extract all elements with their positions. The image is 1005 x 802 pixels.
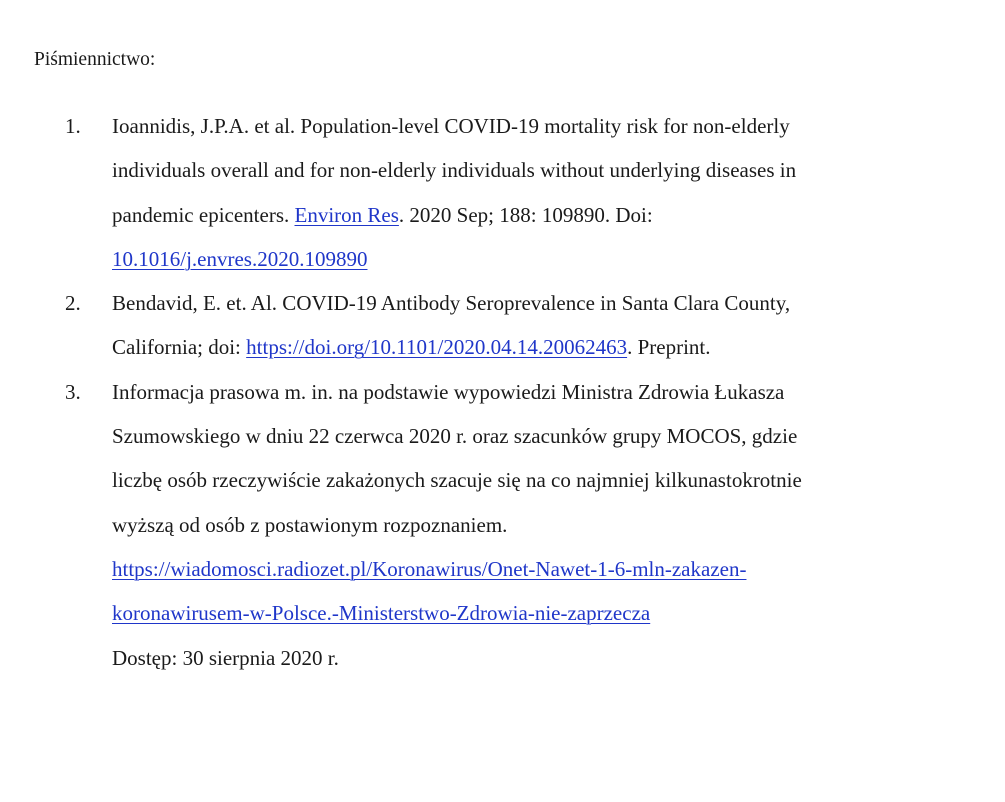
journal-link[interactable]: Environ Res — [294, 202, 399, 227]
reference-line — [112, 591, 1005, 635]
reference-line — [112, 547, 1005, 591]
reference-text: California; doi: — [112, 335, 247, 360]
reference-line: Bendavid, E. et. Al. COVID-19 Antibody Seroprevalence in Santa Clara County, — [112, 291, 791, 316]
reference-number: 2. — [65, 291, 81, 316]
reference-line — [112, 237, 1005, 281]
reference-text: . 2020 Sep; 188: 109890. Doi: — [398, 202, 653, 227]
reference-line: wyższą od osób z postawionym rozpoznaniem. — [112, 512, 508, 537]
reference-line: individuals overall and for non-elderly individuals without underlying diseases in — [112, 158, 797, 183]
doi-link[interactable]: https://doi.org/10.1101/2020.04.14.20062463 — [246, 335, 628, 360]
reference-item-1 — [0, 104, 1005, 281]
reference-item-3 — [0, 370, 1005, 680]
reference-text: pandemic epicenters. — [112, 202, 295, 227]
reference-item-2 — [0, 281, 1005, 370]
reference-line — [112, 193, 1005, 237]
doi-link[interactable]: 10.1016/j.envres.2020.109890 — [112, 246, 368, 271]
reference-number: 3. — [65, 379, 81, 404]
article-url-link[interactable]: https://wiadomosci.radiozet.pl/Koronawirus/Onet-Nawet-1-6-mln-zakazen- — [112, 556, 747, 581]
reference-list — [0, 104, 1005, 680]
access-date: Dostęp: 30 sierpnia 2020 r. — [112, 645, 339, 670]
reference-line — [112, 325, 1005, 369]
reference-line: Ioannidis, J.P.A. et al. Population-level COVID-19 mortality risk for non-elderly — [112, 114, 790, 138]
bibliography-heading: Piśmiennictwo: — [34, 49, 156, 70]
reference-line: liczbę osób rzeczywiście zakażonych szacuje się na co najmniej kilkunastokrotnie — [112, 468, 802, 493]
reference-line: Informacja prasowa m. in. na podstawie wypowiedzi Ministra Zdrowia Łukasza — [112, 379, 785, 404]
reference-text: . Preprint. — [627, 335, 711, 360]
reference-number: 1. — [65, 114, 81, 138]
article-url-link-continued[interactable]: koronawirusem-w-Polsce.-Ministerstwo-Zdrowia-nie-zaprzecza — [112, 601, 651, 626]
reference-line: Szumowskiego w dniu 22 czerwca 2020 r. oraz szacunków grupy MOCOS, gdzie — [112, 424, 798, 449]
